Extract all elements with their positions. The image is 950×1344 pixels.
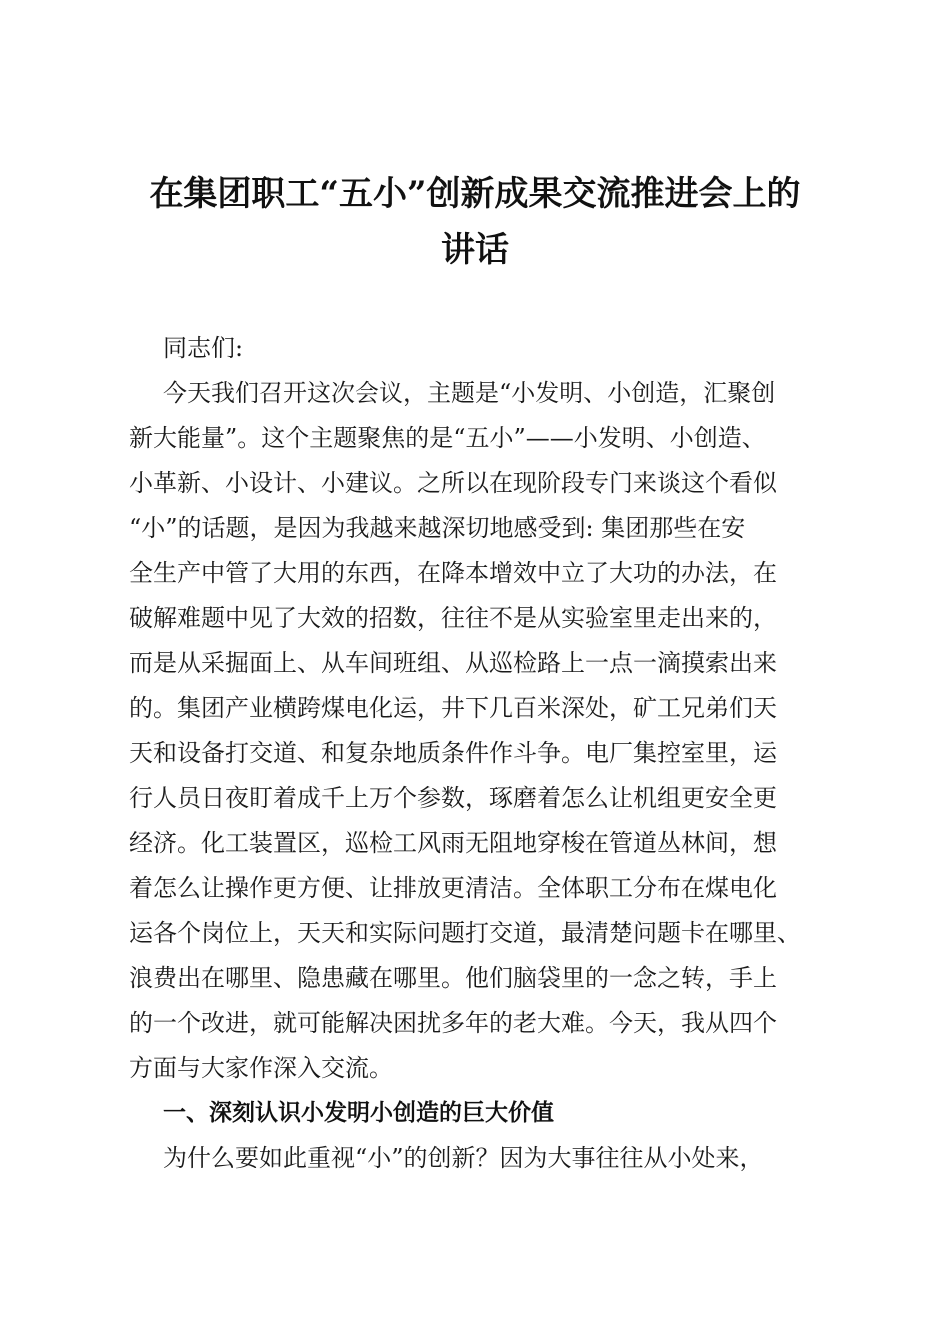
paragraph-line: 的一个改进，就可能解决困扰多年的老大难。今天，我从四个 bbox=[129, 1009, 777, 1037]
paragraph-line: 行人员日夜盯着成千上万个参数，琢磨着怎么让机组更安全更 bbox=[129, 784, 777, 812]
document-body bbox=[129, 326, 829, 1181]
paragraph-line: 破解难题中见了大效的招数，往往不是从实验室里走出来的， bbox=[129, 604, 777, 632]
paragraph-line: 浪费出在哪里、隐患藏在哪里。他们脑袋里的一念之转，手上 bbox=[129, 964, 777, 992]
paragraph-line: 天和设备打交道、和复杂地质条件作斗争。电厂集控室里，运 bbox=[129, 739, 777, 767]
paragraph-line: 而是从采掘面上、从车间班组、从巡检路上一点一滴摸索出来 bbox=[129, 649, 777, 677]
paragraph-line: “小”的话题，是因为我越来越深切地感受到: 集团那些在安 bbox=[129, 514, 746, 542]
paragraph-line: 全生产中管了大用的东西，在降本增效中立了大功的办法，在 bbox=[129, 559, 777, 587]
title-line-1: 在集团职工“五小”创新成果交流推进会上的 bbox=[149, 174, 801, 214]
paragraph-line: 的。集团产业横跨煤电化运，井下几百米深处，矿工兄弟们天 bbox=[129, 694, 777, 722]
paragraph-line: 小革新、小设计、小建议。之所以在现阶段专门来谈这个看似 bbox=[129, 469, 777, 497]
paragraph-line: 今天我们召开这次会议，主题是“小发明、小创造，汇聚创 bbox=[163, 379, 776, 407]
paragraph-line: 新大能量”。这个主题聚焦的是“五小”——小发明、小创造、 bbox=[129, 424, 766, 452]
paragraph-line: 方面与大家作深入交流。 bbox=[129, 1054, 393, 1082]
salutation: 同志们: bbox=[163, 334, 244, 362]
section-heading: 一、深刻认识小发明小创造的巨大价值 bbox=[163, 1100, 554, 1126]
title-line-2: 讲话 bbox=[441, 230, 509, 270]
paragraph-line: 着怎么让操作更方便、让排放更清洁。全体职工分布在煤电化 bbox=[129, 874, 777, 902]
paragraph-line: 经济。化工装置区，巡检工风雨无阻地穿梭在管道丛林间，想 bbox=[129, 829, 777, 857]
paragraph-line: 运各个岗位上，天天和实际问题打交道，最清楚问题卡在哪里、 bbox=[129, 919, 801, 947]
document-title bbox=[110, 166, 840, 278]
paragraph-line: 为什么要如此重视“小”的创新？因为大事往往从小处来， bbox=[163, 1144, 764, 1172]
